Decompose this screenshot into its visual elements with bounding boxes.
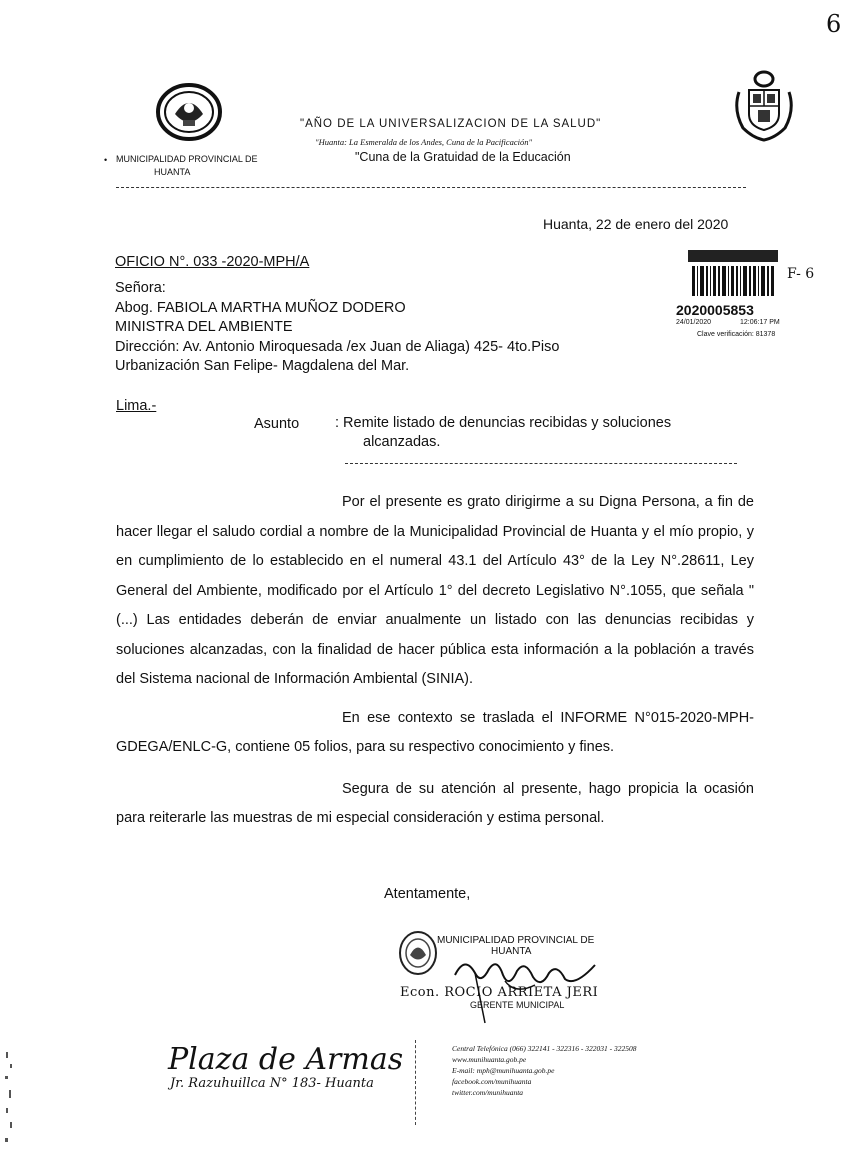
body-paragraph-2: En ese contexto se traslada el INFORME N°015-2020-MPH-GDEGA/ENLC-G, contiene 05 folios, para su respectivo conocimiento y fines.	[116, 709, 754, 755]
signature-stamp-line2: HUANTA	[491, 946, 532, 957]
subject-label: Asunto	[254, 416, 300, 432]
reception-time: 12:06:17 PM	[740, 319, 780, 326]
footer-web: www.munihuanta.gob.pe	[452, 1055, 527, 1064]
slogan-huanta: "Huanta: La Esmeralda de los Andes, Cuna de la Pacificación"	[315, 137, 533, 147]
oficio-number: OFICIO N°. 033 -2020-MPH/A	[115, 254, 310, 270]
recipient-address-line1: Dirección: Av. Antonio Miroquesada /ex Juan de Aliaga) 425- 4to.Piso	[115, 338, 560, 355]
footer-twitter: twitter.com/munihuanta	[452, 1088, 524, 1097]
subject-line2: alcanzadas.	[363, 434, 441, 450]
municipality-logo	[155, 82, 223, 142]
signature-stamp-line1: MUNICIPALIDAD PROVINCIAL DE	[437, 935, 595, 946]
folio-mark: F- 6	[787, 266, 815, 282]
body-paragraph-3: Segura de su atención al presente, hago propicia la ocasión para reiterarle las muestras de mi especial consideración y estima personal.	[116, 780, 754, 826]
reception-date: 24/01/2020	[676, 319, 712, 326]
recipient-city: Lima.-	[116, 398, 157, 414]
official-seal-icon	[398, 930, 438, 976]
verification-key: Clave verificación: 81378	[697, 331, 776, 338]
peru-coat-of-arms	[733, 70, 795, 142]
page-number: 6	[826, 10, 842, 38]
subject-text	[335, 414, 753, 452]
municipality-name-line1: MUNICIPALIDAD PROVINCIAL DE	[116, 154, 258, 164]
signer-role: GERENTE MUNICIPAL	[470, 1000, 565, 1010]
municipality-name	[116, 153, 311, 179]
bullet-mark: •	[104, 155, 108, 165]
signer-name: Econ. ROCIO ARRIETA JERI	[400, 985, 599, 1000]
footer-plaza: Plaza de Armas	[168, 1042, 404, 1077]
closing: Atentamente,	[384, 886, 471, 902]
footer-address: Jr. Razuhuillca N° 183- Huanta	[170, 1076, 374, 1091]
body-paragraph-1: Por el presente es grato dirigirme a su Digna Persona, a fin de hacer llegar el saludo cordial a nombre de la Municipalidad Provincial de Huanta y el mío propio, y en cumplimiento de lo establecido en el numeral 43.1 del Artículo 43° de la Ley N°.28611, Ley General del Ambiente, modificado por el Artículo 1° del decreto Legislativo N°.1055, que señala "(...) Las entidades deberán de enviar anualmente un listado con las denuncias recibidas y soluciones alcanzadas, con la finalidad de hacer pública esta información a la población a través del Sistema nacional de Información Ambiental (SINIA).	[116, 494, 754, 687]
recipient-address-line2: Urbanización San Felipe- Magdalena del Mar.	[115, 358, 410, 374]
year-title: "AÑO DE LA UNIVERSALIZACION DE LA SALUD"	[300, 118, 602, 130]
recipient-name: Abog. FABIOLA MARTHA MUÑOZ DODERO	[115, 299, 406, 316]
footer-phone: Central Telefónica (066) 322141 - 322316 - 322031 - 322508	[452, 1044, 637, 1053]
scan-artifact-marks	[2, 1050, 16, 1150]
footer-email: E-mail: mph@munihuanta.gob.pe	[452, 1066, 555, 1075]
footer-facebook: facebook.com/munihuanta	[452, 1077, 532, 1086]
letter-body	[116, 488, 754, 834]
subject-line1: : Remite listado de denuncias recibidas y soluciones	[335, 415, 672, 431]
footer-contact	[452, 1043, 637, 1098]
reception-code: 2020005853	[676, 302, 754, 318]
municipality-name-line2: HUANTA	[154, 167, 191, 177]
salutation: Señora:	[115, 280, 166, 296]
letter-date: Huanta, 22 de enero del 2020	[543, 216, 729, 232]
subject-divider	[345, 463, 737, 464]
recipient-block	[115, 279, 559, 377]
header-divider	[116, 187, 746, 188]
footer-divider	[415, 1040, 416, 1125]
slogan-education: "Cuna de la Gratuidad de la Educación	[355, 150, 571, 164]
recipient-position: MINISTRA DEL AMBIENTE	[115, 319, 293, 335]
barcode	[688, 250, 778, 298]
